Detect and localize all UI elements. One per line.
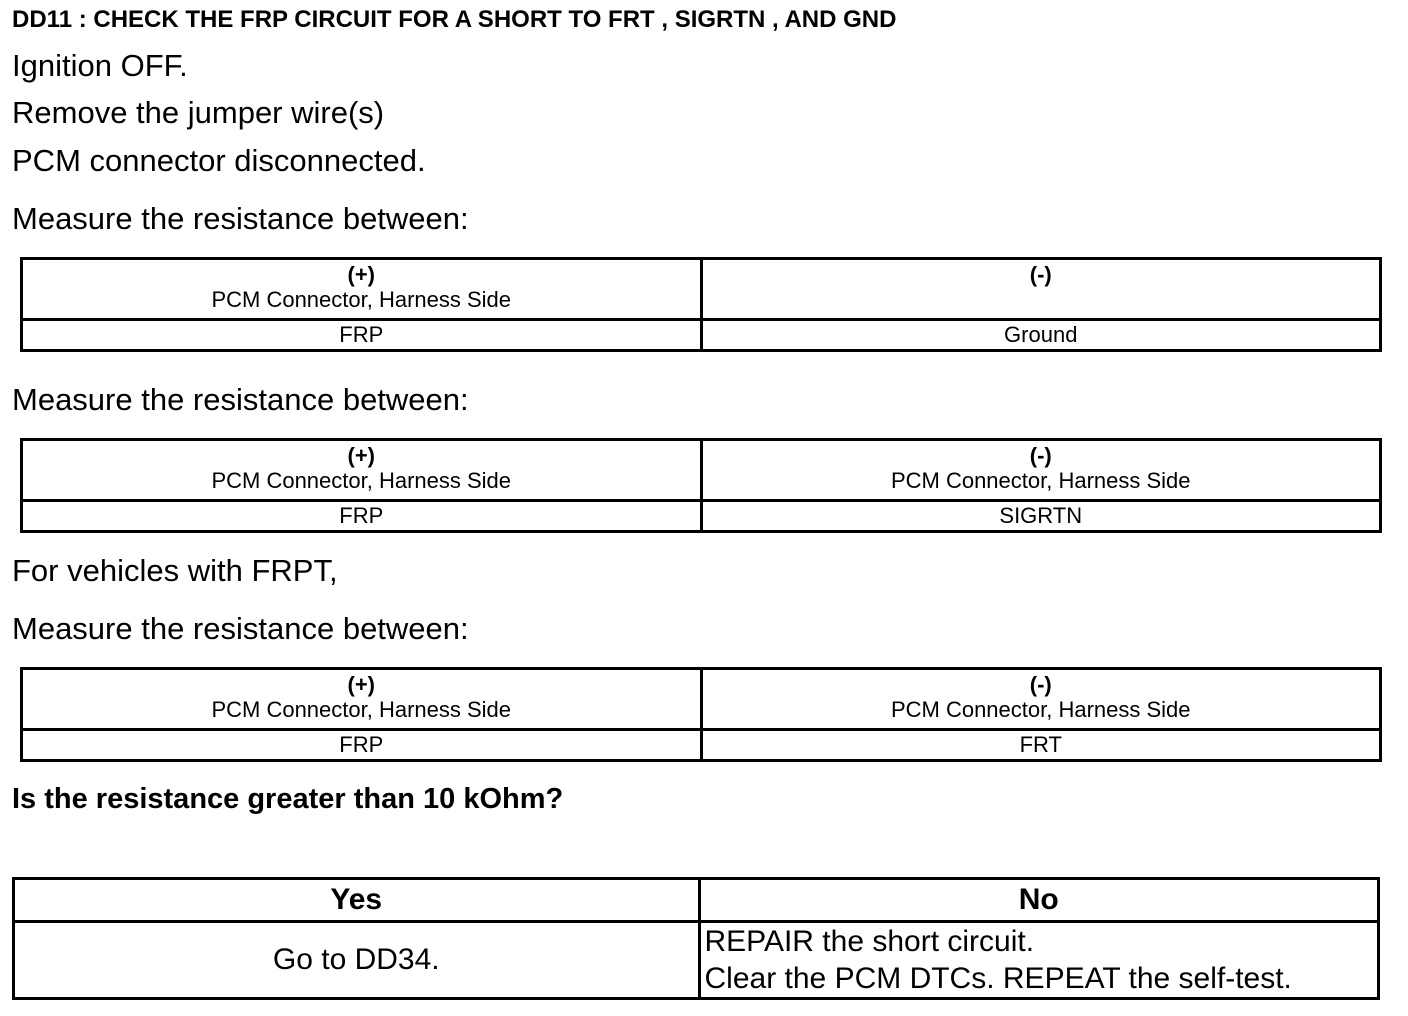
no-action-line-1: REPAIR the short circuit. <box>704 925 1035 958</box>
no-header: No <box>699 879 1379 922</box>
minus-header <box>701 440 1381 501</box>
no-action <box>699 922 1379 999</box>
minus-value: FRT <box>701 730 1381 761</box>
plus-symbol: (+) <box>347 262 375 287</box>
measure-label-3: Measure the resistance between: <box>12 611 469 646</box>
measure-label-1: Measure the resistance between: <box>12 201 469 236</box>
minus-value: Ground <box>701 320 1381 351</box>
instruction-jumper: Remove the jumper wire(s) <box>12 95 385 130</box>
plus-header <box>22 259 702 320</box>
minus-header <box>701 669 1381 730</box>
decision-table <box>12 877 1380 1000</box>
plus-value: FRP <box>22 501 702 532</box>
plus-location: PCM Connector, Harness Side <box>211 287 512 312</box>
plus-symbol: (+) <box>347 672 375 697</box>
step-title: DD11 : CHECK THE FRP CIRCUIT FOR A SHORT TO FRT , SIGRTN , AND GND <box>12 6 897 33</box>
plus-header <box>22 669 702 730</box>
instruction-ignition: Ignition OFF. <box>12 48 188 83</box>
instruction-connector: PCM connector disconnected. <box>12 143 426 178</box>
minus-symbol: (-) <box>1029 672 1052 697</box>
frpt-note: For vehicles with FRPT, <box>12 553 338 588</box>
minus-location: PCM Connector, Harness Side <box>890 468 1191 493</box>
plus-value: FRP <box>22 320 702 351</box>
question-text: Is the resistance greater than 10 kOhm? <box>12 783 564 815</box>
minus-header <box>701 259 1381 320</box>
plus-header <box>22 440 702 501</box>
yes-action: Go to DD34. <box>14 922 700 999</box>
minus-symbol: (-) <box>1029 262 1052 287</box>
minus-location: PCM Connector, Harness Side <box>890 697 1191 722</box>
measure-label-2: Measure the resistance between: <box>12 382 469 417</box>
plus-symbol: (+) <box>347 443 375 468</box>
measurement-table-3 <box>20 667 1382 762</box>
minus-symbol: (-) <box>1029 443 1052 468</box>
no-action-line-2: Clear the PCM DTCs. REPEAT the self-test. <box>704 962 1292 995</box>
measurement-table-1 <box>20 257 1382 352</box>
plus-value: FRP <box>22 730 702 761</box>
measurement-table-2 <box>20 438 1382 533</box>
minus-value: SIGRTN <box>701 501 1381 532</box>
plus-location: PCM Connector, Harness Side <box>211 468 512 493</box>
plus-location: PCM Connector, Harness Side <box>211 697 512 722</box>
yes-header: Yes <box>14 879 700 922</box>
